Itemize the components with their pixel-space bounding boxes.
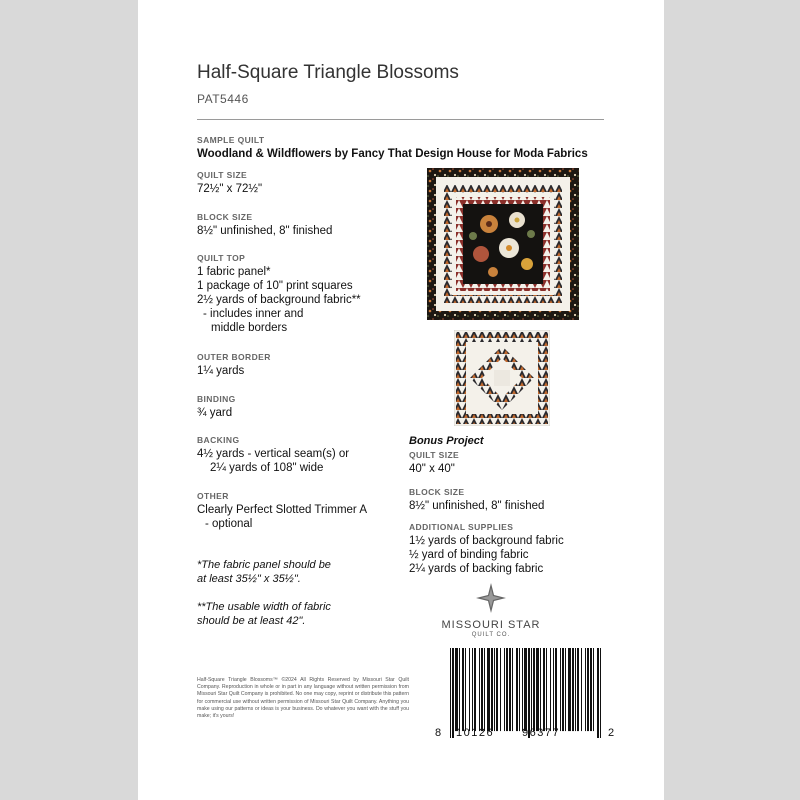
barcode-bar (555, 648, 557, 731)
logo-name: MISSOURI STAR (441, 619, 541, 631)
barcode-bar (462, 648, 464, 731)
barcode-digits: 96377 (522, 727, 561, 739)
barcode-bar (484, 648, 485, 731)
barcode-bar (506, 648, 508, 731)
barcode-bar (509, 648, 511, 731)
barcode-bar (500, 648, 501, 731)
other-label: OTHER (197, 491, 229, 501)
outer-border-value: 1¼ yards (197, 365, 245, 377)
other-line: - optional (205, 518, 253, 530)
barcode-bar (553, 648, 554, 731)
fabric-width-note: should be at least 42". (197, 615, 306, 627)
quilt-top-label: QUILT TOP (197, 253, 246, 263)
barcode-bar (450, 648, 451, 738)
barcode-bar (459, 648, 460, 731)
barcode-bar (474, 648, 476, 731)
quilt-size-value: 72½" x 72½" (197, 183, 263, 195)
sample-quilt-value: Woodland & Wildflowers by Fancy That Design House for Moda Fabrics (197, 148, 588, 160)
barcode-bar (565, 648, 566, 731)
bonus-project-title: Bonus Project (409, 435, 484, 447)
barcode-digit: 2 (608, 727, 615, 739)
bonus-quilt-size-label: QUILT SIZE (409, 450, 460, 460)
quilt-top-line: middle borders (211, 322, 288, 334)
barcode-bar (585, 648, 586, 731)
other-line: Clearly Perfect Slotted Trimmer A (197, 504, 367, 516)
barcode-digit: 8 (435, 727, 442, 739)
bonus-quilt-image (454, 330, 550, 426)
divider (197, 119, 604, 120)
fabric-width-note: **The usable width of fabric (197, 601, 331, 613)
quilt-top-line: 2½ yards of background fabric** (197, 294, 361, 306)
barcode-bar (560, 648, 561, 731)
barcode-bar (465, 648, 466, 731)
barcode-bar (546, 648, 547, 731)
quilt-size-label: QUILT SIZE (197, 170, 248, 180)
barcode-bar (494, 648, 495, 731)
backing-line: 2¼ yards of 108" wide (210, 462, 324, 474)
supply-line: 2¼ yards of backing fabric (409, 563, 544, 575)
barcode-bar (452, 648, 454, 738)
barcode-bar (472, 648, 473, 731)
backing-line: 4½ yards - vertical seam(s) or (197, 448, 350, 460)
block-size-label: BLOCK SIZE (197, 212, 253, 222)
barcode-bar (540, 648, 541, 731)
supply-line: 1½ yards of background fabric (409, 535, 564, 547)
copyright-notice: Half-Square Triangle Blossoms™ ©2024 All Rights Reserved by Missouri Star Quilt Company. Reproduction in whole or in part in any language without written permission from Missouri Star Quilt Company is prohibited. No one may copy, reprint or distribute this pattern for commercial use without written permission of Missouri Star Quilt Company. Anything you make using our patterns or ideas is your business. Do whatever you want with the stuff you make; it's yours! (197, 677, 409, 720)
block-size-value: 8½" unfinished, 8" finished (197, 225, 333, 237)
panel-note: at least 35½" x 35½". (197, 573, 301, 585)
quilt-top-line: 1 package of 10" print squares (197, 280, 353, 292)
barcode-bar (531, 648, 532, 731)
barcode-bar (516, 648, 518, 731)
barcode-bar (581, 648, 582, 731)
pattern-title: Half-Square Triangle Blossoms (197, 62, 459, 83)
panel-note: *The fabric panel should be (197, 559, 331, 571)
bonus-block-size-label: BLOCK SIZE (409, 487, 465, 497)
barcode-bar (479, 648, 480, 731)
main-quilt-image (427, 168, 579, 320)
missouri-star-logo (441, 582, 541, 638)
barcode-bar (533, 648, 535, 731)
bonus-quilt-size-value: 40" x 40" (409, 463, 455, 475)
barcode-bar (524, 648, 527, 731)
barcode-digits: 10126 (456, 727, 495, 739)
pattern-code: PAT5446 (197, 92, 249, 106)
barcode-bar (491, 648, 493, 731)
supply-line: ½ yard of binding fabric (409, 549, 529, 561)
barcode-bar (572, 648, 574, 731)
barcode-bar (455, 648, 458, 731)
binding-label: BINDING (197, 394, 236, 404)
barcode (448, 648, 604, 738)
pattern-back-cover (138, 0, 664, 800)
barcode-bar (481, 648, 483, 731)
barcode-bar (504, 648, 505, 731)
quilt-top-line: 1 fabric panel* (197, 266, 271, 278)
bonus-block-size-value: 8½" unfinished, 8" finished (409, 500, 545, 512)
barcode-bar (575, 648, 576, 731)
barcode-bar (522, 648, 523, 731)
barcode-bar (590, 648, 592, 731)
star-icon (475, 582, 507, 614)
barcode-bar (577, 648, 579, 731)
barcode-bar (562, 648, 564, 731)
barcode-bar (600, 648, 601, 738)
barcode-bar (487, 648, 490, 731)
barcode-bar (512, 648, 513, 731)
barcode-bar (550, 648, 551, 731)
binding-value: ¾ yard (197, 407, 233, 419)
barcode-bar (593, 648, 594, 731)
barcode-bar (536, 648, 539, 731)
barcode-bar (528, 648, 530, 738)
barcode-bar (496, 648, 498, 731)
barcode-bar (469, 648, 470, 731)
additional-supplies-label: ADDITIONAL SUPPLIES (409, 522, 514, 532)
barcode-bar (543, 648, 545, 731)
barcode-bar (568, 648, 571, 731)
sample-quilt-label: SAMPLE QUILT (197, 135, 265, 145)
outer-border-label: OUTER BORDER (197, 352, 271, 362)
logo-subtitle: QUILT CO. (471, 632, 511, 638)
backing-label: BACKING (197, 435, 240, 445)
quilt-top-line: - includes inner and (203, 308, 304, 320)
barcode-bar (597, 648, 599, 738)
barcode-bar (587, 648, 589, 731)
barcode-bar (519, 648, 520, 731)
